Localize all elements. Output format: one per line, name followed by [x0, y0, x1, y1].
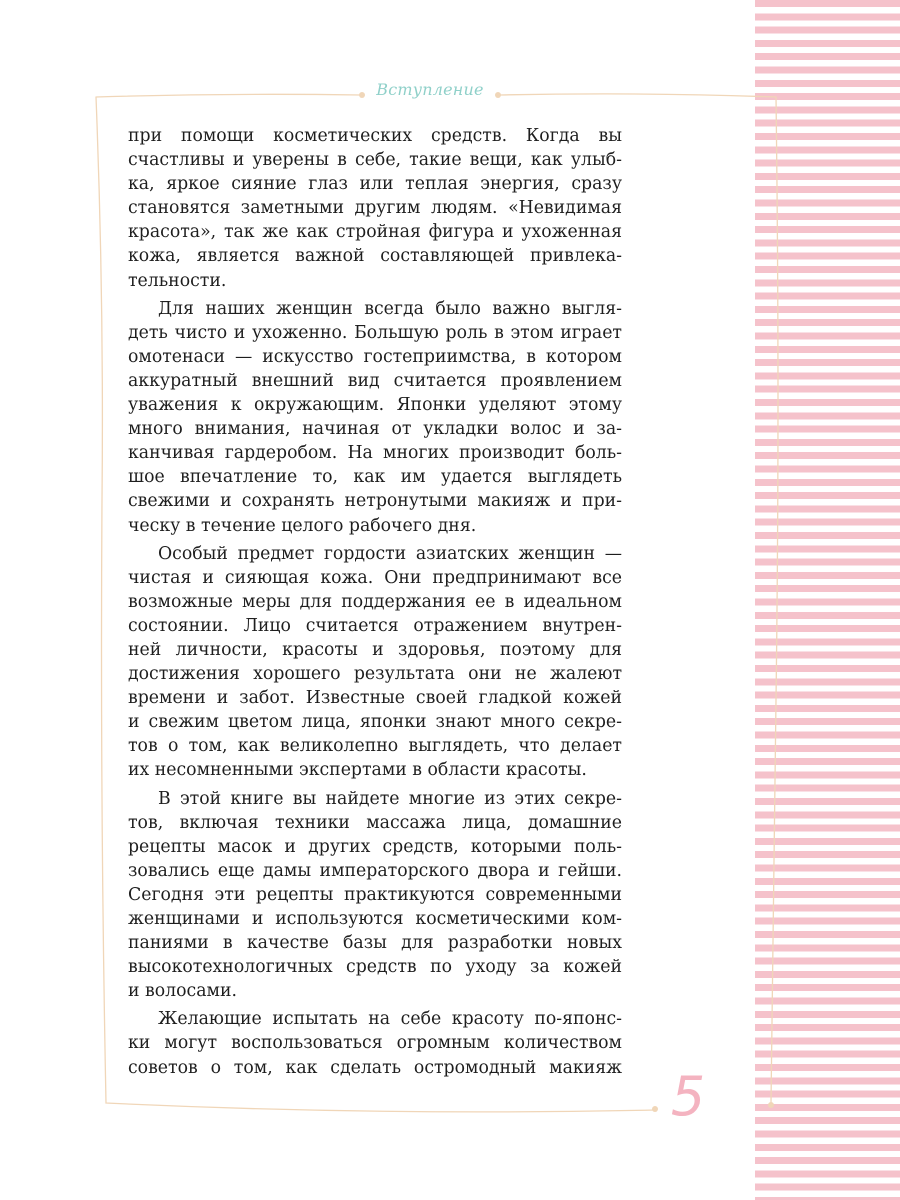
running-head: Вступление — [370, 80, 490, 99]
frame-dot-left — [359, 92, 365, 98]
text-line: Особый предмет гордости азиатских женщин — — [158, 543, 622, 564]
text-line: возможные меры для поддержания ее в идеальном — [128, 591, 622, 612]
text-line: омотенаси — искусство гостеприимства, в котором — [128, 346, 622, 367]
text-line: и волосами. — [128, 981, 237, 1002]
text-line: Сегодня эти рецепты практикуются современными — [128, 884, 622, 905]
paragraph — [128, 1007, 622, 1079]
text-line: тов о том, как великолепно выглядеть, что делает — [128, 736, 622, 757]
text-line: при помощи косметических средств. Когда вы — [128, 126, 622, 146]
text-line: тов, включая техники массажа лица, домашние — [128, 812, 622, 833]
paragraph — [128, 542, 622, 783]
text-line: паниями в качестве базы для разработки новых — [128, 933, 622, 954]
text-line: советов о том, как сделать остромодный макияж — [128, 1057, 622, 1078]
text-line: состоянии. Лицо считается отражением внутрен- — [128, 615, 622, 636]
paragraph — [128, 787, 622, 1004]
page-number: 5 — [668, 1062, 708, 1132]
text-line: чистая и сияющая кожа. Они предпринимают все — [128, 567, 622, 588]
text-line: высокотехнологичных средств по уходу за кожей — [128, 957, 622, 978]
text-line: их несомненными экспертами в области красоты. — [128, 760, 587, 781]
text-line: времени и забот. Известные своей гладкой кожей — [128, 688, 622, 709]
frame-dot-bottom — [652, 1106, 658, 1112]
text-line: ней личности, красоты и здоровья, поэтому для — [128, 639, 622, 660]
text-line: Для наших женщин всегда было важно выгля- — [158, 298, 622, 319]
frame-dot-corner — [768, 1102, 774, 1108]
text-line: женщинами и используются косметическими ком- — [128, 909, 622, 929]
text-line: шое впечатление то, как им удается выглядеть — [128, 467, 622, 488]
text-line: канчивая гардеробом. На многих производит боль- — [128, 443, 622, 464]
text-line: Желающие испытать на себе красоту по-японс- — [158, 1009, 622, 1030]
text-line: и свежим цветом лица, японки знают много секре- — [128, 712, 622, 733]
paragraph — [128, 297, 622, 538]
text-line: тельности. — [128, 270, 227, 291]
text-line: достижения хорошего результата они не жалеют — [128, 664, 622, 685]
text-line: уважения к окружающим. Японки уделяют этому — [128, 395, 622, 416]
text-line: деть чисто и ухоженно. Большую роль в этом играет — [128, 322, 622, 343]
body-text — [128, 124, 622, 1080]
text-line: зовались еще дамы императорского двора и гейши. — [128, 860, 622, 881]
text-line: ческу в течение целого рабочего дня. — [128, 515, 477, 536]
text-line: аккуратный внешний вид считается проявлением — [128, 370, 622, 391]
text-line: ки могут воспользоваться огромным количеством — [128, 1033, 622, 1054]
text-line: В этой книге вы найдете многие из этих секре- — [158, 788, 622, 809]
text-line: кожа, является важной составляющей привлека- — [128, 246, 622, 267]
text-line: свежими и сохранять нетронутыми макияж и при- — [128, 491, 622, 512]
paragraph — [128, 124, 622, 293]
frame-dot-right — [495, 92, 501, 98]
text-line: красота», так же как стройная фигура и ухоженная — [128, 222, 622, 243]
text-line: много внимания, начиная от укладки волос и за- — [128, 419, 622, 440]
text-line: становятся заметными другим людям. «Невидимая — [128, 198, 622, 219]
text-line: счастливы и уверены в себе, такие вещи, как улыб- — [128, 150, 622, 171]
text-line: рецепты масок и других средств, которыми поль- — [128, 836, 622, 857]
text-line: ка, яркое сияние глаз или теплая энергия, сразу — [128, 174, 622, 195]
